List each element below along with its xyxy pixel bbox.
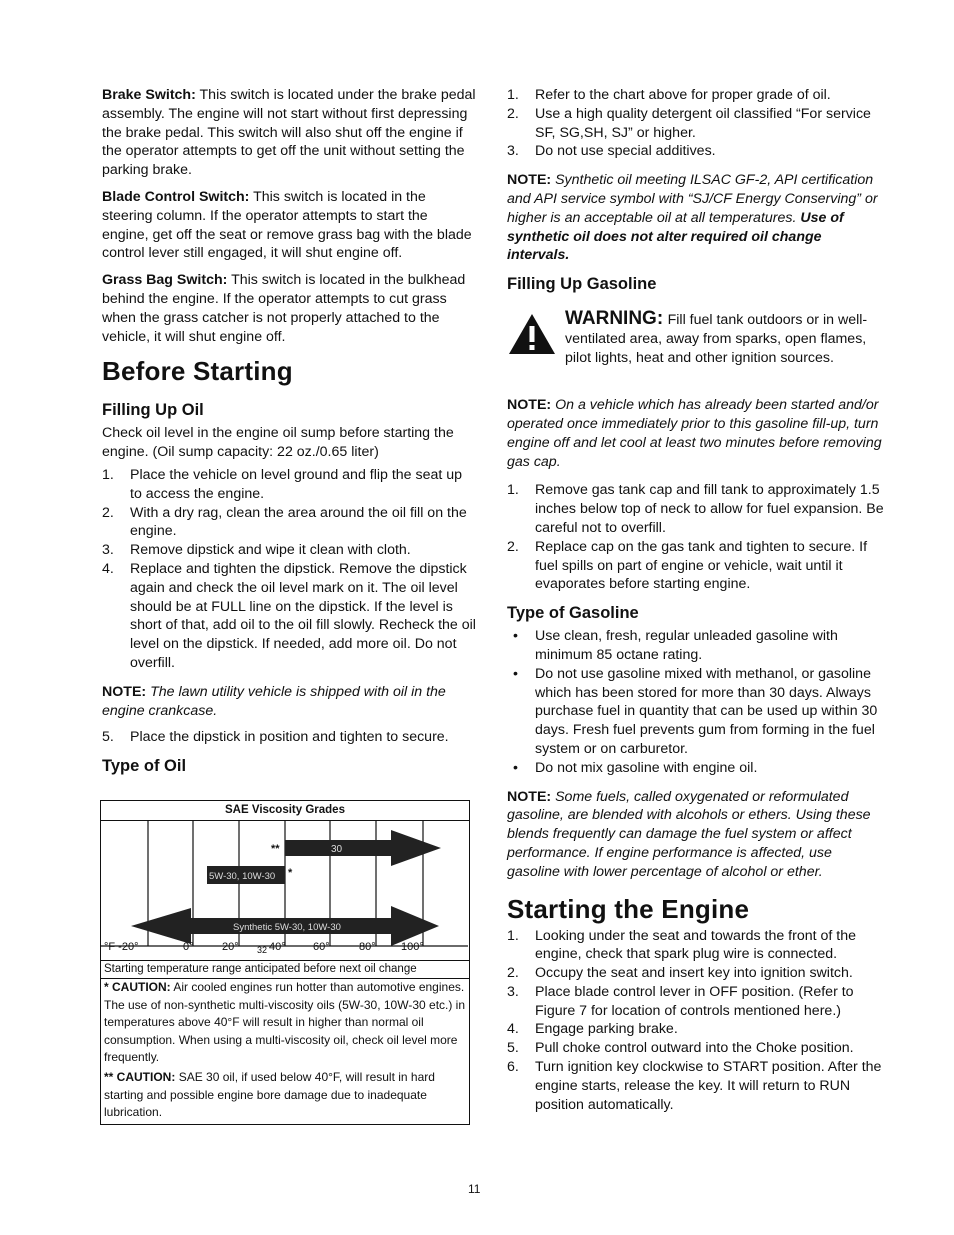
warning-label: WARNING: (565, 308, 664, 330)
synthetic-note (507, 171, 885, 265)
step-number: 4. (102, 560, 114, 577)
list-item (507, 142, 885, 161)
note-label: NOTE: (507, 172, 552, 189)
list-item (507, 927, 885, 965)
warning-triangle-icon (507, 312, 557, 356)
before-starting-heading: Before Starting (102, 356, 293, 387)
step-number: 1. (507, 927, 519, 944)
tick-label: 0° (183, 941, 194, 953)
tick-label: 100° (401, 941, 424, 953)
list-item (102, 560, 477, 673)
filling-oil-heading: Filling Up Oil (102, 401, 204, 420)
step-number: 1. (507, 87, 519, 103)
step-text: Turn ignition key clockwise to START position. After the engine starts, release the key. It will return to RUN position automatically. (535, 1059, 882, 1113)
bar-syn-label: Synthetic 5W-30, 10W-30 (233, 922, 341, 933)
step-number: 3. (507, 143, 519, 160)
caution-1-label: * CAUTION: (104, 980, 171, 994)
blade-switch-label: Blade Control Switch: (102, 188, 250, 205)
list-item (507, 105, 885, 143)
double-star-mark: ** (271, 843, 280, 855)
note-label: NOTE: (507, 788, 552, 805)
gas-bullets-list (507, 627, 885, 777)
blade-switch-text: This switch is located in the steering column. If the operator attempts to start the engine, get off the seat or remove grass bag with the blade control lever still engaged, it will shut engine off. (102, 188, 472, 262)
bullet-text: Use clean, fresh, regular unleaded gasoline with minimum 85 octane rating. (535, 628, 838, 663)
bullet-text: Do not use gasoline mixed with methanol, or gasoline which has been stored for more than 30 days. Always purchase fuel in quantity that can be used up within 30 days. Fresh fuel prevents gum from forming in the fuel system or on carburetor. (535, 665, 878, 757)
note-text: Synthetic oil meeting ILSAC GF-2, API certification and API service symbol with “SJ/CF Energy Conserving” or higher is an acceptable oil at all temperatures. (507, 172, 878, 226)
list-item (507, 1020, 885, 1039)
caution-1 (101, 979, 469, 1067)
step-text: Place the dipstick in position and tighten to secure. (130, 729, 449, 746)
gas-steps-list (507, 481, 885, 594)
tick-label: 32 (257, 945, 268, 955)
tick-row (101, 941, 468, 957)
list-item (102, 466, 477, 504)
grass-switch-label: Grass Bag Switch: (102, 272, 228, 289)
step-text: Pull choke control outward into the Choke position. (535, 1040, 854, 1057)
step-text: Do not use special additives. (535, 143, 716, 160)
gas-cap-note (507, 396, 885, 471)
step-text: Place the vehicle on level ground and flip the seat up to access the engine. (130, 466, 463, 502)
chart-title: SAE Viscosity Grades (101, 801, 469, 821)
list-item (507, 665, 885, 759)
list-item (507, 627, 885, 665)
note-label: NOTE: (102, 683, 147, 700)
note-bold-text: Use of synthetic oil does not alter required oil change intervals. (507, 209, 844, 264)
brake-switch-label: Brake Switch: (102, 87, 196, 103)
warning-block (507, 308, 885, 388)
brake-switch-text: This switch is located under the brake pedal assembly. The engine will not start without first depressing the brake pedal. This switch will also shut off the engine if the operator attempts to get off the unit without setting the parking brake. (102, 87, 476, 179)
note-text: Some fuels, called oxygenated or reformulated gasoline, are blended with alcohols or ethers. Using these blends frequently can damage the fuel system or affect performance. If engine performance is affected, use gasoline with lower percentage of alcohol or ether. (507, 788, 871, 880)
step-number: 5. (102, 729, 114, 746)
step-text: Occupy the seat and insert key into ignition switch. (535, 965, 853, 982)
right-column (507, 86, 885, 1122)
step-number: 3. (507, 983, 519, 1000)
filling-gas-heading: Filling Up Gasoline (507, 275, 657, 294)
tick-label: 40° (269, 941, 286, 953)
bar-30-label: 30 (331, 844, 343, 855)
starting-engine-heading: Starting the Engine (507, 893, 750, 924)
list-item (102, 728, 477, 747)
note-text: On a vehicle which has already been started and/or operated once immediately prior to this gasoline fill-up, turn engine off and let cool at least two minutes before removing gas cap. (507, 397, 882, 470)
step-text: Engage parking brake. (535, 1021, 678, 1038)
tick-label: 60° (313, 941, 330, 953)
viscosity-chart-svg (101, 820, 468, 956)
list-item (507, 983, 885, 1021)
list-item (507, 481, 885, 537)
oil-intro: Check oil level in the engine oil sump before starting the engine. (Oil sump capacity: 22 oz./0.65 liter) (102, 425, 454, 461)
type-oil-heading: Type of Oil (102, 757, 187, 776)
step-number: 4. (507, 1021, 519, 1038)
step-number: 2. (507, 105, 519, 122)
list-item (507, 964, 885, 983)
bullet-text: Do not mix gasoline with engine oil. (535, 759, 758, 776)
step-number: 2. (102, 504, 114, 521)
step-number: 3. (102, 542, 114, 559)
note-text: The lawn utility vehicle is shipped with oil in the engine crankcase. (102, 683, 446, 719)
type-gas-heading: Type of Gasoline (507, 604, 639, 623)
step-number: 1. (102, 466, 114, 483)
step-text: Refer to the chart above for proper grade of oil. (535, 87, 831, 103)
list-item (507, 759, 885, 778)
bullet-dot: • (513, 759, 518, 776)
step-number: 6. (507, 1059, 519, 1076)
list-item (507, 538, 885, 594)
step-text: Use a high quality detergent oil classified “For service SF, SG,SH, SJ” or higher. (535, 105, 871, 141)
oil-type-steps (507, 86, 885, 161)
list-item (102, 541, 477, 560)
step-number: 2. (507, 965, 519, 982)
bar-5w-label: 5W-30, 10W-30 (209, 871, 276, 882)
list-item (102, 504, 477, 542)
caution-2-text: SAE 30 oil, if used below 40°F, will result in hard starting and possible engine bore damage due to inadequate lubrication. (104, 1070, 435, 1119)
5w30-bar (207, 866, 293, 884)
start-steps-list (507, 927, 885, 1115)
step-text: Replace and tighten the dipstick. Remove the dipstick again and check the oil level mark on it. The oil level should be at FULL line on the dipstick. If the level is short of that, add oil to the oil fill slowly. Recheck the oil level on the dipstick. If needed, add more oil. Do not overfill. (130, 560, 476, 671)
step-number: 5. (507, 1040, 519, 1057)
warning-text: Fill fuel tank outdoors or in well-ventilated area, away from sparks, open flames, pilot lights, heat and other ignition sources. (565, 312, 868, 366)
bullet-dot: • (513, 628, 518, 645)
caution-2-label: ** CAUTION: (104, 1070, 176, 1084)
brake-switch-paragraph (102, 86, 477, 180)
left-column (102, 86, 477, 780)
sae-30-bar (271, 830, 441, 866)
caution-2 (101, 1069, 469, 1122)
page-number: 11 (468, 1182, 481, 1196)
chart-caption: Starting temperature range anticipated before next oil change (101, 960, 469, 979)
oil-note (102, 683, 477, 721)
grass-switch-text: This switch is located in the bulkhead behind the engine. If the operator attempts to cut grass when the grass catcher is not properly attached to the vehicle, it will shut engine off. (102, 272, 466, 345)
bullet-dot: • (513, 665, 518, 682)
list-item (507, 1039, 885, 1058)
list-item (507, 86, 885, 105)
oil-steps-list (102, 466, 477, 673)
tick-label: 80° (359, 941, 376, 953)
oxygenated-note (507, 788, 885, 882)
note-label: NOTE: (507, 397, 552, 414)
step-text: With a dry rag, clean the area around the oil fill on the engine. (130, 504, 467, 540)
step-text: Looking under the seat and towards the front of the engine, check that spark plug wire is connected. (535, 927, 857, 963)
oil-step-5 (102, 728, 477, 747)
tick-label: 20° (222, 941, 239, 953)
step-text: Remove dipstick and wipe it clean with cloth. (130, 542, 411, 559)
blade-switch-paragraph (102, 188, 477, 263)
viscosity-chart (100, 800, 470, 1125)
caution-1-text: Air cooled engines run hotter than automotive engines. The use of non-synthetic multi-viscosity oils (5W-30, 10W-30 etc.) in temperatures above 40°F will result in higher than normal oil consumption. When using a multi-viscosity oil, check oil level more frequently. (104, 980, 466, 1064)
grass-switch-paragraph (102, 271, 477, 346)
step-number: 1. (507, 482, 519, 499)
step-text: Remove gas tank cap and fill tank to approximately 1.5 inches below top of neck to allow for fuel expansion. Be careful not to overfill. (535, 482, 884, 536)
single-star-mark: * (288, 867, 293, 879)
step-text: Place blade control lever in OFF position. (Refer to Figure 7 for location of controls mentioned here.) (535, 983, 854, 1019)
tick-label: °F -20° (104, 941, 139, 953)
step-number: 2. (507, 538, 519, 555)
list-item (507, 1058, 885, 1114)
step-text: Replace cap on the gas tank and tighten to secure. If fuel spills on part of engine or vehicle, wait until it evaporates before starting engine. (535, 538, 868, 593)
